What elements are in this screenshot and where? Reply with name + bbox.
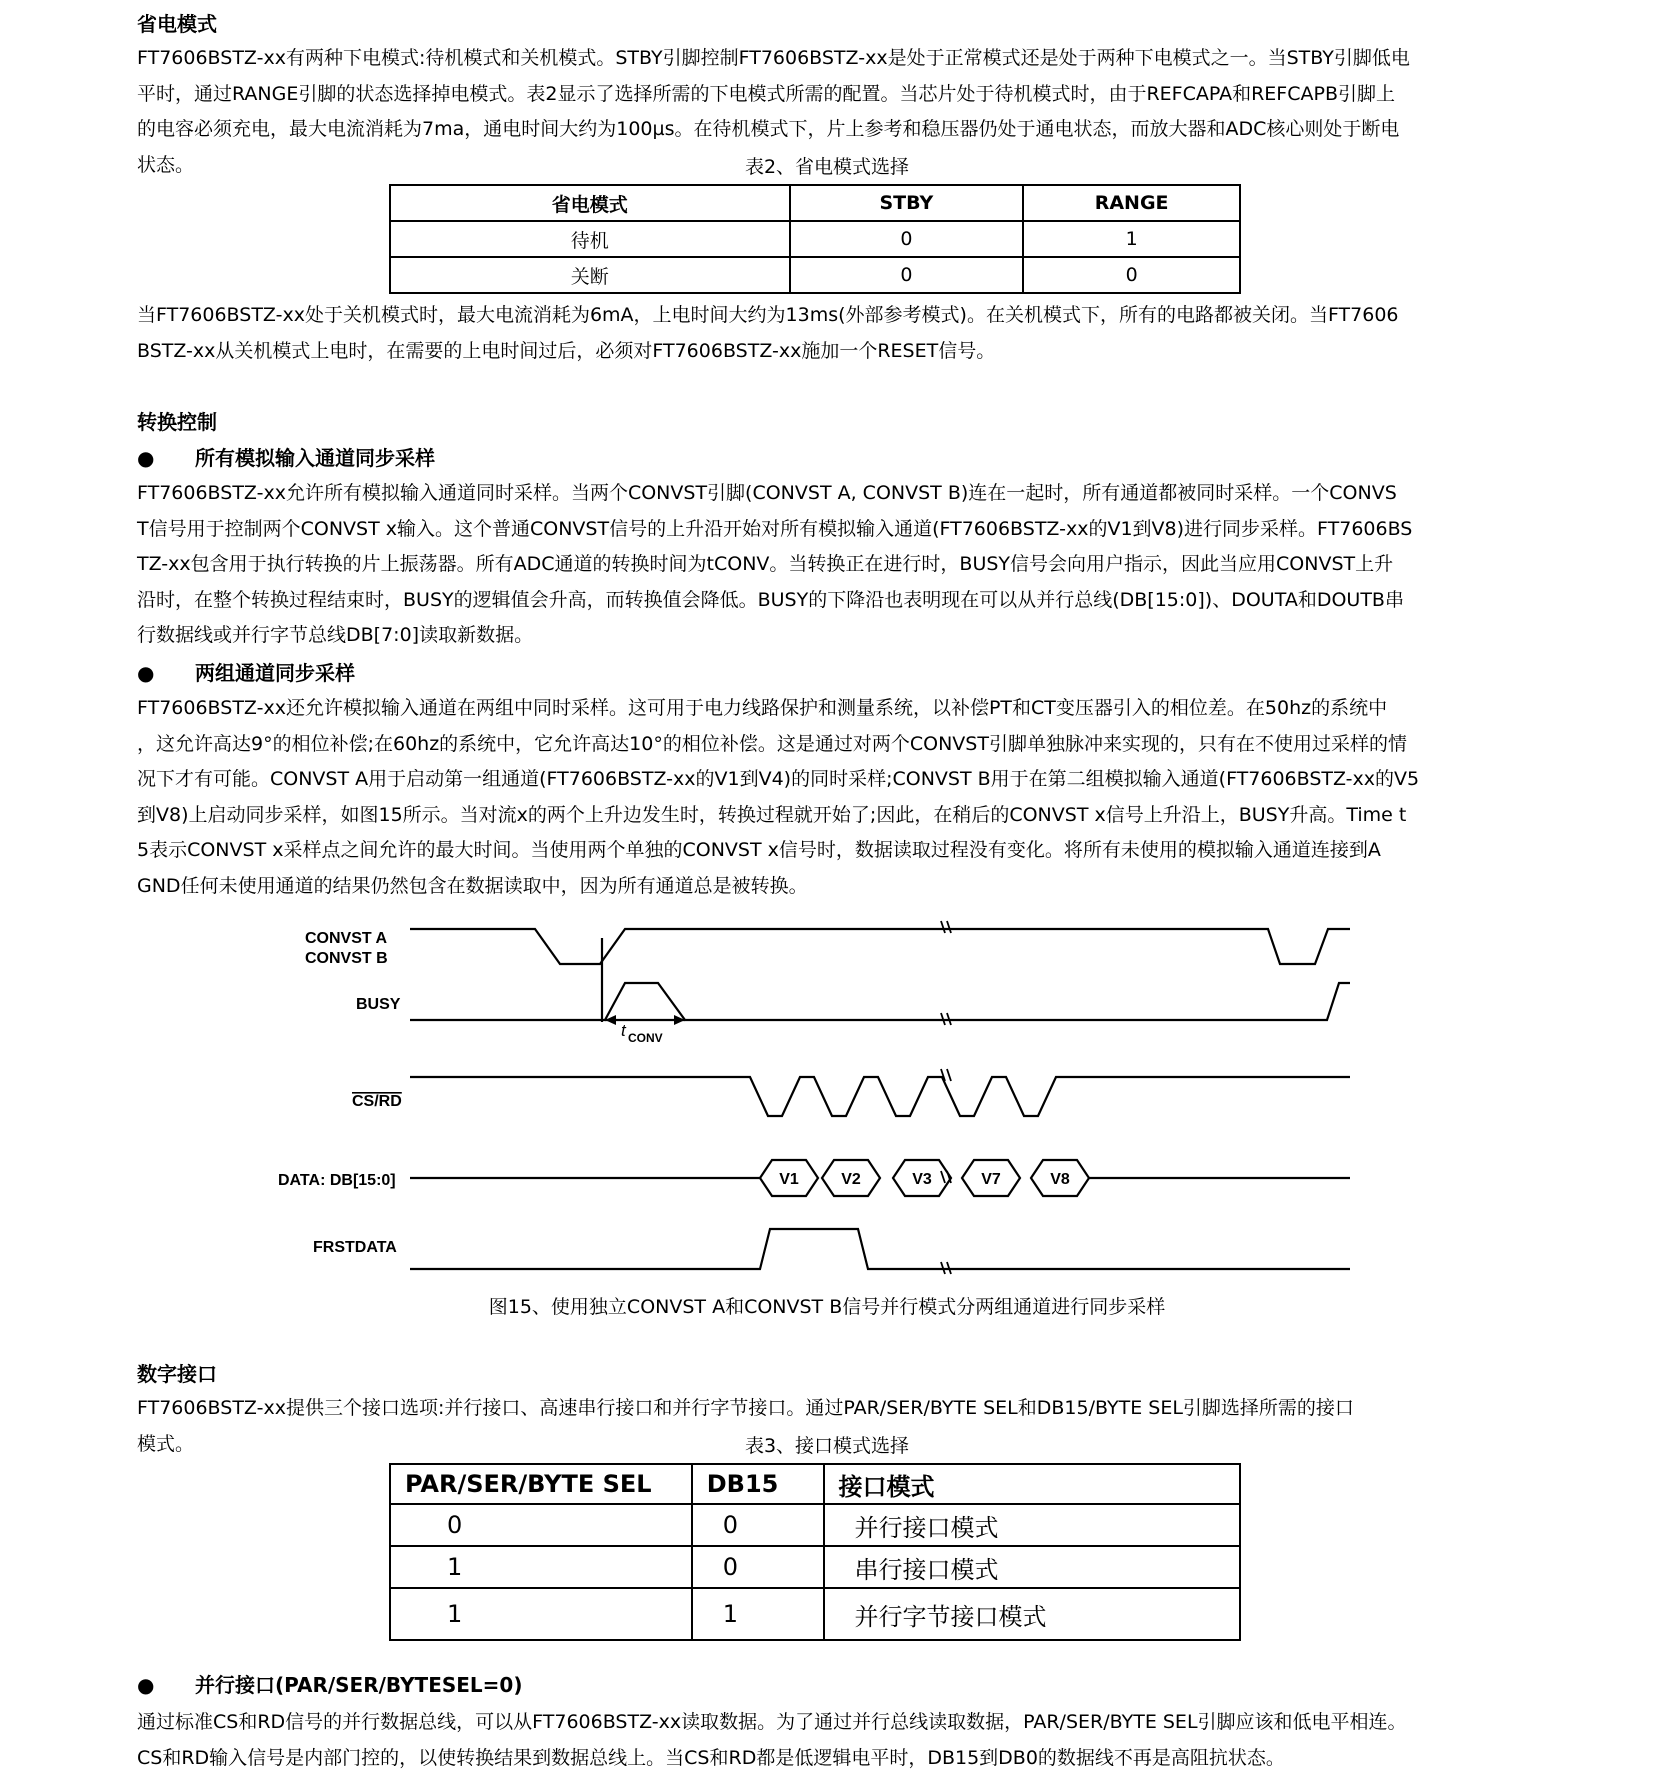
text-line: TZ-xx包含用于执行转换的片上振荡器。所有ADC通道的转换时间为tCONV。当转换正在进行时，BUSY信号会向用户指示，因此当应用CONVST上升	[137, 553, 1394, 576]
text-line: 平时，通过RANGE引脚的状态选择掉电模式。表2显示了选择所需的下电模式所需的配置。当芯片处于待机模式时，由于REFCAPA和REFCAPB引脚上	[137, 82, 1395, 105]
break-mark	[941, 921, 951, 933]
bullet-title: 并行接口(PAR/SER/BYTESEL=0)	[195, 1673, 523, 1697]
table-cell: 0	[790, 221, 1024, 257]
table-cell: 0	[692, 1546, 824, 1588]
table-header-cell: 省电模式	[390, 185, 790, 221]
word-label-v7: V7	[981, 1171, 1001, 1188]
text-line: 况下才有可能。CONVST A用于启动第一组通道(FT7606BSTZ-xx的V1到V4)的同时采样;CONVST B用于在第二组模拟输入通道(FT7606BSTZ-xx的V5	[137, 768, 1420, 791]
table-row	[390, 1588, 1240, 1640]
table-cell: 0	[790, 257, 1024, 293]
bullet-icon: ●	[137, 661, 155, 685]
text-line: GND任何未使用通道的结果仍然包含在数据读取中，因为所有通道总是被转换。	[137, 874, 808, 897]
table-cell: 0	[390, 1504, 692, 1546]
interface-mode-table	[389, 1463, 1241, 1641]
table-row	[390, 221, 1240, 257]
label-tconv-subscript: CONV	[628, 1031, 663, 1045]
table-cell: 并行字节接口模式	[824, 1588, 1241, 1640]
convst-waveform	[410, 929, 1350, 964]
table-header-cell: 接口模式	[824, 1464, 1241, 1504]
table-cell: 0	[692, 1504, 824, 1546]
table-cell: 串行接口模式	[824, 1546, 1241, 1588]
break-marks	[941, 921, 951, 1274]
label-data-bus: DATA: DB[15:0]	[278, 1172, 396, 1189]
busy-waveform	[410, 983, 1350, 1020]
heading-digital-interface: 数字接口	[137, 1362, 217, 1386]
word-label-v1: V1	[779, 1171, 799, 1188]
shutdown-paragraph	[137, 298, 1527, 369]
bullet-icon: ●	[137, 446, 155, 470]
word-label-v2: V2	[841, 1171, 861, 1188]
table-header-cell: RANGE	[1023, 185, 1240, 221]
bullet-title: 所有模拟输入通道同步采样	[195, 446, 435, 470]
heading-power-mode: 省电模式	[137, 12, 217, 36]
table-cell: 1	[390, 1588, 692, 1640]
parallel-interface-paragraph	[137, 1705, 1527, 1776]
text-line: CS和RD输入信号是内部门控的，以使转换结果到数据总线上。当CS和RD都是低逻辑电平时，DB15到DB0的数据线不再是高阻抗状态。	[137, 1746, 1285, 1769]
text-line: FT7606BSTZ-xx还允许模拟输入通道在两组中同时采样。这可用于电力线路保护和测量系统，以补偿PT和CT变压器引入的相位差。在50hz的系统中	[137, 697, 1388, 719]
text-line: FT7606BSTZ-xx有两种下电模式:待机模式和关机模式。STBY引脚控制FT7606BSTZ-xx是处于正常模式还是处于两种下电模式之一。当STBY引脚低电	[137, 47, 1410, 69]
power-mode-table	[389, 184, 1241, 294]
text-line: T信号用于控制两个CONVST x输入。这个普通CONVST信号的上升沿开始对所有模拟输入通道(FT7606BSTZ-xx的V1到V8)进行同步采样。FT7606BS	[137, 517, 1413, 540]
bullet-title: 两组通道同步采样	[195, 661, 355, 685]
table-cell: 0	[1023, 257, 1240, 293]
label-convst-b: CONVST B	[305, 950, 388, 967]
text-line: 到V8)上启动同步采样，如图15所示。当对流x的两个上升边发生时，转换过程就开始了;因此，在稍后的CONVST x信号上升沿上，BUSY升高。Time t	[137, 803, 1407, 826]
text-line: 5表示CONVST x采样点之间允许的最大时间。当使用两个单独的CONVST x信号时，数据读取过程没有变化。将所有未使用的模拟输入通道连接到A	[137, 839, 1381, 862]
table-header-cell: DB15	[692, 1464, 824, 1504]
table-cell: 关断	[390, 257, 790, 293]
text-line: 沿时，在整个转换过程结束时，BUSY的逻辑值会升高，而转换值会降低。BUSY的下降沿也表明现在可以从并行总线(DB[15:0])、DOUTA和DOUTB串	[137, 588, 1404, 611]
table-header-row	[390, 185, 1240, 221]
table-header-cell: STBY	[790, 185, 1024, 221]
label-busy: BUSY	[356, 996, 401, 1013]
bullet-two-groups	[137, 655, 355, 691]
text-line: FT7606BSTZ-xx提供三个接口选项:并行接口、高速串行接口和并行字节接口。通过PAR/SER/BYTE SEL和DB15/BYTE SEL引脚选择所需的接口	[137, 1397, 1354, 1419]
text-line: 通过标准CS和RD信号的并行数据总线，可以从FT7606BSTZ-xx读取数据。为了通过并行总线读取数据，PAR/SER/BYTE SEL引脚应该和低电平相连。	[137, 1711, 1407, 1733]
heading-conversion-control: 转换控制	[137, 410, 217, 434]
table-cell: 1	[1023, 221, 1240, 257]
cs-rd-waveform	[410, 1077, 1350, 1116]
label-cs-rd: CS/RD	[352, 1093, 402, 1110]
table-header-cell: PAR/SER/BYTE SEL	[390, 1464, 692, 1504]
simultaneous-all-paragraph	[137, 476, 1527, 654]
text-line: 状态。	[137, 153, 195, 176]
text-line: ，这允许高达9°的相位补偿;在60hz的系统中，它允许高达10°的相位补偿。这是通过对两个CONVST引脚单独脉冲来实现的，只有在不使用过采样的情	[137, 732, 1407, 755]
text-line: FT7606BSTZ-xx允许所有模拟输入通道同时采样。当两个CONVST引脚(CONVST A, CONVST B)连在一起时，所有通道都被同时采样。一个CONVS	[137, 482, 1397, 504]
table-row	[390, 257, 1240, 293]
table-cell: 1	[390, 1546, 692, 1588]
label-convst-a: CONVST A	[305, 930, 388, 947]
table-row	[390, 1546, 1240, 1588]
table-cell: 待机	[390, 221, 790, 257]
label-frstdata: FRSTDATA	[313, 1239, 397, 1256]
bullet-parallel-interface	[137, 1667, 522, 1703]
text-line: 模式。	[137, 1432, 195, 1455]
label-tconv: t	[621, 1021, 626, 1040]
two-groups-paragraph	[137, 691, 1527, 905]
frstdata-waveform	[410, 1229, 1350, 1269]
table2-caption: 表2、省电模式选择	[744, 156, 910, 178]
bullet-icon: ●	[137, 1673, 155, 1697]
table-cell: 并行接口模式	[824, 1504, 1241, 1546]
table3-caption: 表3、接口模式选择	[744, 1435, 910, 1457]
word-label-v8: V8	[1050, 1171, 1070, 1188]
word-label-v3: V3	[912, 1171, 932, 1188]
table-header-row	[390, 1464, 1240, 1504]
table-row	[390, 1504, 1240, 1546]
figure15-caption: 图15、使用独立CONVST A和CONVST B信号并行模式分两组通道进行同步采样	[488, 1296, 1166, 1318]
bullet-simultaneous-all	[137, 440, 435, 476]
text-line: 行数据线或并行字节总线DB[7:0]读取新数据。	[137, 624, 534, 647]
table-cell: 1	[692, 1588, 824, 1640]
text-line: 当FT7606BSTZ-xx处于关机模式时，最大电流消耗为6mA，上电时间大约为13ms(外部参考模式)。在关机模式下，所有的电路都被关闭。当FT7606	[137, 304, 1399, 326]
text-line: 的电容必须充电，最大电流消耗为7ma，通电时间大约为100µs。在待机模式下，片上参考和稳压器仍处于通电状态，而放大器和ADC核心则处于断电	[137, 118, 1400, 141]
text-line: BSTZ-xx从关机模式上电时，在需要的上电时间过后，必须对FT7606BSTZ-xx施加一个RESET信号。	[137, 339, 996, 362]
timing-diagram	[0, 900, 1654, 1300]
